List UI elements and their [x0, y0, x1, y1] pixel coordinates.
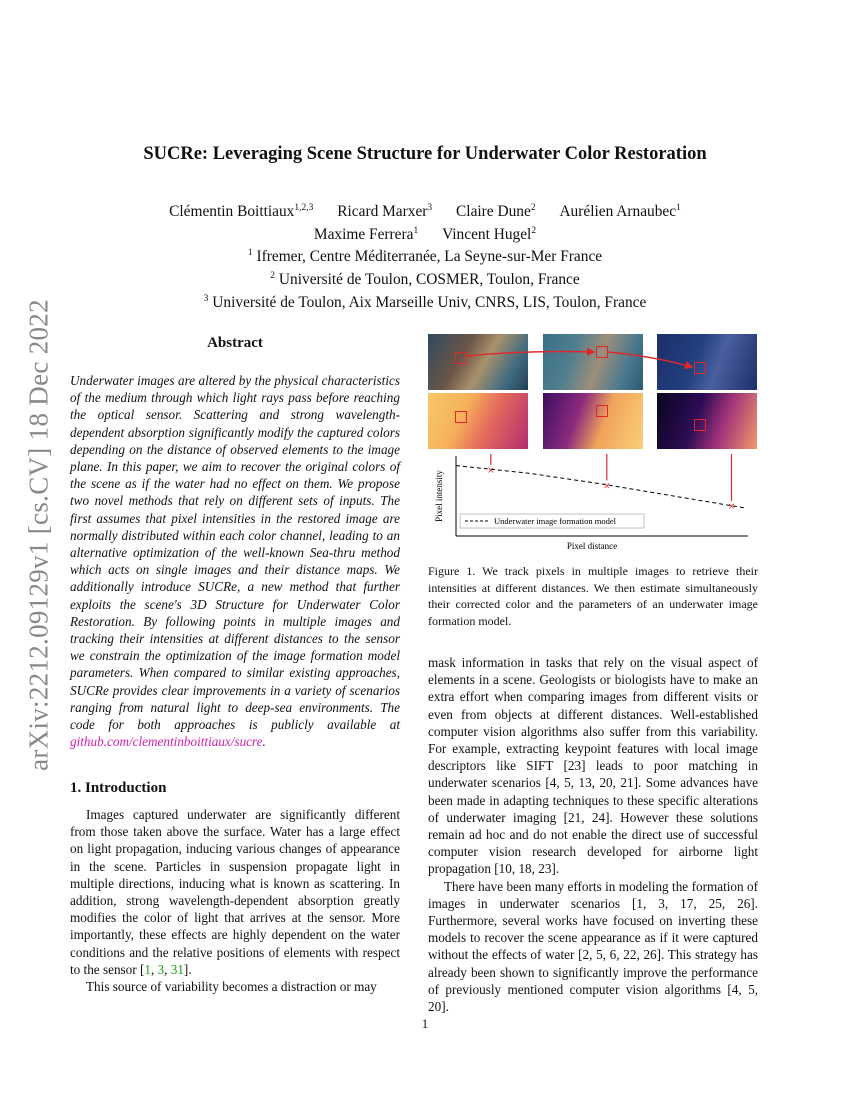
- tracking-arrows: [428, 334, 758, 394]
- model-curve: [456, 466, 746, 509]
- affiliation: $^3$ Université de Toulon, Aix Marseille Univ, CNRS, LIS, Toulon, France: [203, 293, 647, 311]
- intro-text: [70, 806, 400, 995]
- chart-svg: [428, 454, 758, 556]
- arxiv-identifier: arXiv:2212.09129v1 [cs.CV] 18 Dec 2022: [23, 299, 54, 771]
- affiliation: $^2$ Université de Toulon, COSMER, Toulon, France: [270, 270, 580, 288]
- author-block: [0, 199, 850, 312]
- author: Claire Dune$^2$: [456, 203, 536, 221]
- paragraph: This source of variability becomes a distraction or may: [86, 979, 377, 995]
- author: Maxime Ferrera$^1$: [313, 225, 419, 243]
- figure-1: [428, 334, 758, 556]
- author: Clémentin Boittiaux$^{1,2,3}$: [169, 203, 314, 221]
- affiliation: $^1$ Ifremer, Centre Méditerranée, La Seyne-sur-Mer France: [247, 248, 603, 266]
- tracked-point: ×: [487, 466, 495, 477]
- intensity-chart: [428, 454, 758, 556]
- author: Ricard Marxer$^3$: [337, 203, 433, 221]
- legend-label: Underwater image formation model: [494, 516, 617, 526]
- author: Aurélien Arnaubec$^1$: [559, 203, 681, 221]
- distance-map: [543, 393, 643, 449]
- paragraph: mask information in tasks that rely on the visual aspect of elements in a scene. Geologists or biologists have to make an extra effort when comparing images from different visits or even from objects at different distances. Well-established computer vision algorithms also suffer from this variability. For example, extracting keypoint features with local image descriptors like SIFT [23] leads to poor matching in underwater scenarios [4, 5, 13, 20, 21]. Some advances have been made in adapting techniques to these specific alterations of underwater imaging [21, 24]. However these solutions remain ad hoc and do not enable the direct use of successful computer vision research developed for airborne light propagation [10, 18, 23].: [428, 655, 758, 877]
- tracked-point: ×: [727, 501, 736, 512]
- author-row-1: [0, 199, 850, 222]
- x-axis-label: Pixel distance: [566, 541, 618, 551]
- code-link[interactable]: github.com/clementinboittiaux/sucre: [70, 734, 263, 750]
- citation[interactable]: 3: [157, 961, 165, 977]
- paragraph: Images captured underwater are significantly different from those taken above the surface. Water has a large effect on light propagation, inducing various changes of appearance in the scene. Particles in suspension propagate light in multiple directions, inducing what is known as scattering. In addition, strong wavelength-dependent absorption greatly modifies the color of light that arrives at the sensor. More importantly, these effects are highly dependent on the water conditions and the relative positions of elements with respect to the sensor [1, 3, 31].: [70, 807, 400, 977]
- paragraph: There have been many efforts in modeling the formation of images in underwater scenarios [1, 3, 17, 25, 26]. Furthermore, several works have focused on inverting these models to recover the scene appearance as if it were captured without the effects of water [2, 5, 6, 22, 26]. This strategy has already been shown to significantly improve the performance of previously mentioned computer vision algorithms [4, 5, 20].: [428, 878, 758, 1015]
- right-column-text: [428, 654, 758, 1015]
- tracked-point: ×: [603, 481, 611, 492]
- tracked-point-box: [455, 411, 467, 423]
- tracked-point-box: [596, 405, 608, 417]
- tracked-point-box: [694, 419, 706, 431]
- distance-map: [657, 393, 757, 449]
- citation[interactable]: 1: [144, 961, 151, 977]
- author-row-2: [0, 222, 850, 245]
- abstract-heading: Abstract: [207, 335, 263, 351]
- section-heading: 1. Introduction: [70, 780, 167, 796]
- paper-title: SUCRe: Leveraging Scene Structure for Underwater Color Restoration: [143, 144, 707, 164]
- author: Vincent Hugel$^2$: [442, 225, 537, 243]
- distance-map: [428, 393, 528, 449]
- y-axis-label: Pixel intensity: [434, 470, 444, 522]
- citation[interactable]: 31: [170, 961, 184, 977]
- figure-caption: Figure 1. We track pixels in multiple images to retrieve their intensities at different distances. We then estimate simultaneously their corrected color and the parameters of an underwater image formation model.: [428, 564, 758, 628]
- abstract-text: Underwater images are altered by the physical characteristics of the medium through which light rays pass before reaching the optical sensor. Scattering and strong wavelength-dependent absorption significantly modify the captured colors depending on the distance of observed elements to the image plane. In this paper, we aim to recover the original colors of the scene as if the water had no effect on them. We propose two novel methods that rely on different sets of inputs. The first assumes that pixel intensities in the restored image are normally distributed within each color channel, leading to an alternative optimization of the well-known Sea-thru method which acts on single images and their distance maps. We additionally introduce SUCRe, a new method that further exploits the scene's 3D Structure for Underwater Color Restoration. By following points in multiple images and tracking their intensities at different distances to the sensor we constrain the optimization of the image formation model parameters. When compared to similar existing approaches, SUCRe provides clear improvements in a variety of scenarios ranging from natural light to deep-sea environments. The code for both approaches is publicly available at github.com/clementinboittiaux/sucre.: [70, 373, 400, 750]
- page-number: 1: [421, 1016, 429, 1031]
